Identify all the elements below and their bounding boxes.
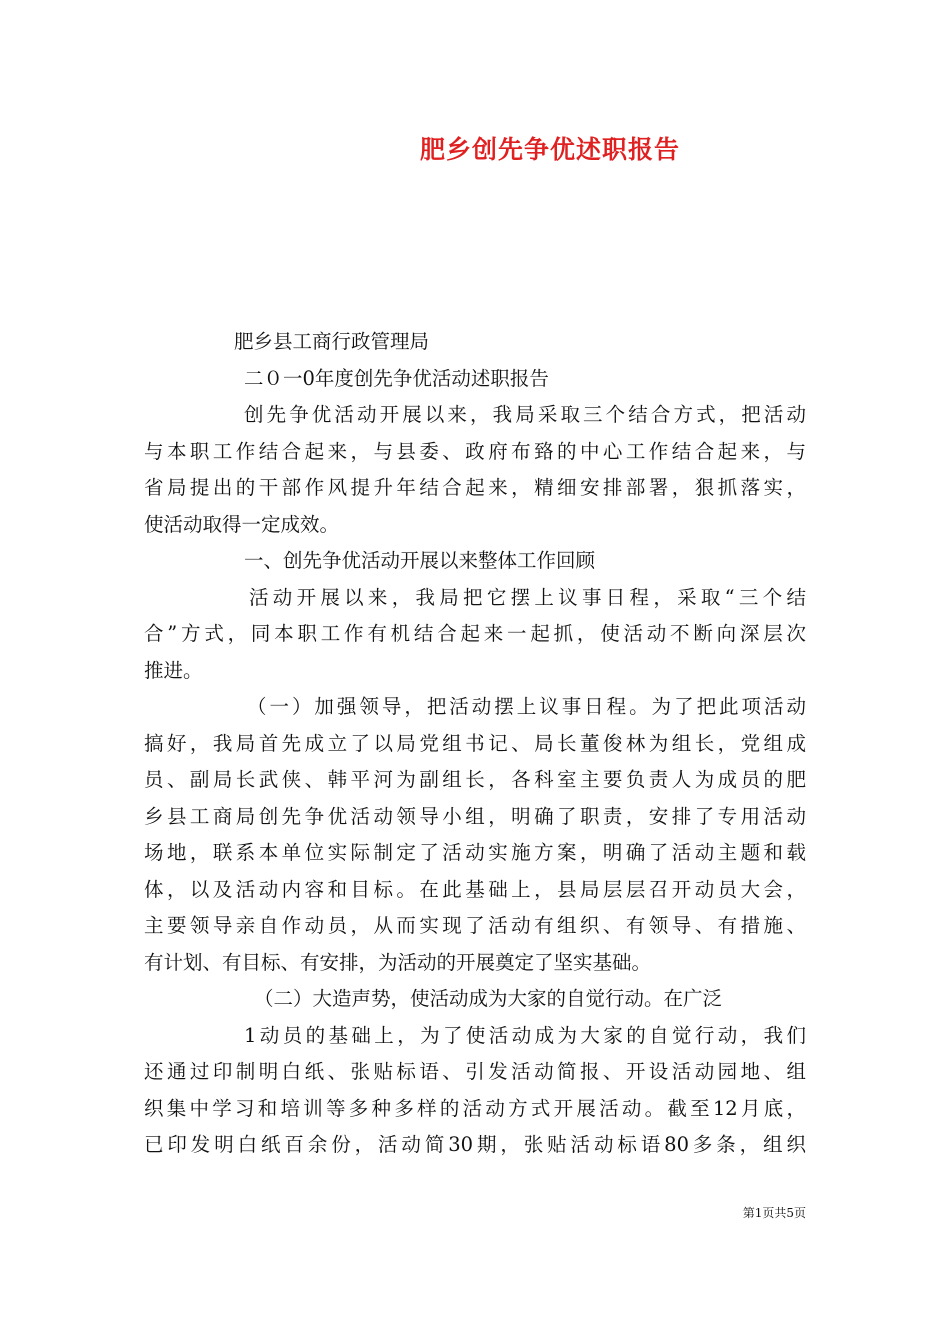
document-title-text: 肥乡创先争优述职报告 xyxy=(419,135,680,164)
paragraph-line: 还通过印制明白纸、张贴标语、引发活动简报、开设活动园地、组 xyxy=(144,1060,806,1083)
paragraph-line: 合”方式，同本职工作有机结合起来一起抓，使活动不断向深层次 xyxy=(144,622,806,645)
org-name-line: 肥乡县工商行政管理局 xyxy=(234,330,430,353)
paragraph-line: 员、副局长武侠、韩平河为副组长，各科室主要负责人为成员的肥 xyxy=(144,768,806,791)
section-heading-line: 一、创先争优活动开展以来整体工作回顾 xyxy=(244,549,596,572)
paragraph-line: 与本职工作结合起来，与县委、政府布臵的中心工作结合起来，与 xyxy=(144,439,806,463)
paragraph-line: 体，以及活动内容和目标。在此基础上，县局层层召开动员大会， xyxy=(144,877,806,901)
paragraph-line: 使活动取得一定成效。 xyxy=(144,512,340,536)
paragraph-line: 场地，联系本单位实际制定了活动实施方案，明确了活动主题和载 xyxy=(144,841,806,864)
page-footer: 第1页共5页 xyxy=(742,1206,806,1220)
report-subtitle-line: 二０一0年度创先争优活动述职报告 xyxy=(244,366,549,390)
paragraph-line: 活动开展以来，我局把它摆上议事日程，采取“三个结 xyxy=(249,585,806,609)
paragraph-line: 搞好，我局首先成立了以局党组书记、局长董俊林为组长，党组成 xyxy=(144,731,806,755)
paragraph-line: 已印发明白纸百余份，活动简30期，张贴活动标语80多条，组织 xyxy=(144,1133,806,1156)
paragraph-line: 主要领导亲自作动员，从而实现了活动有组织、有领导、有措施、 xyxy=(144,914,806,937)
paragraph-line: 创先争优活动开展以来，我局采取三个结合方式，把活动 xyxy=(244,403,806,426)
paragraph-line: 有计划、有目标、有安排，为活动的开展奠定了坚实基础。 xyxy=(144,950,652,974)
document-body xyxy=(144,324,806,1164)
paragraph-line: （二）大造声势，使活动成为大家的自觉行动。在广泛 xyxy=(254,987,723,1010)
paragraph-line: 推进。 xyxy=(144,658,203,682)
paragraph-line: 省局提出的干部作风提升年结合起来，精细安排部署，狠抓落实， xyxy=(144,476,806,499)
paragraph-line: （一）加强领导，把活动摆上议事日程。为了把此项活动 xyxy=(247,695,806,718)
paragraph-line: 织集中学习和培训等多种多样的活动方式开展活动。截至12月底， xyxy=(144,1096,806,1120)
paragraph-line: 乡县工商局创先争优活动领导小组，明确了职责，安排了专用活动 xyxy=(144,804,806,828)
document-title xyxy=(0,130,950,166)
paragraph-line: 1动员的基础上，为了使活动成为大家的自觉行动，我们 xyxy=(244,1023,806,1047)
